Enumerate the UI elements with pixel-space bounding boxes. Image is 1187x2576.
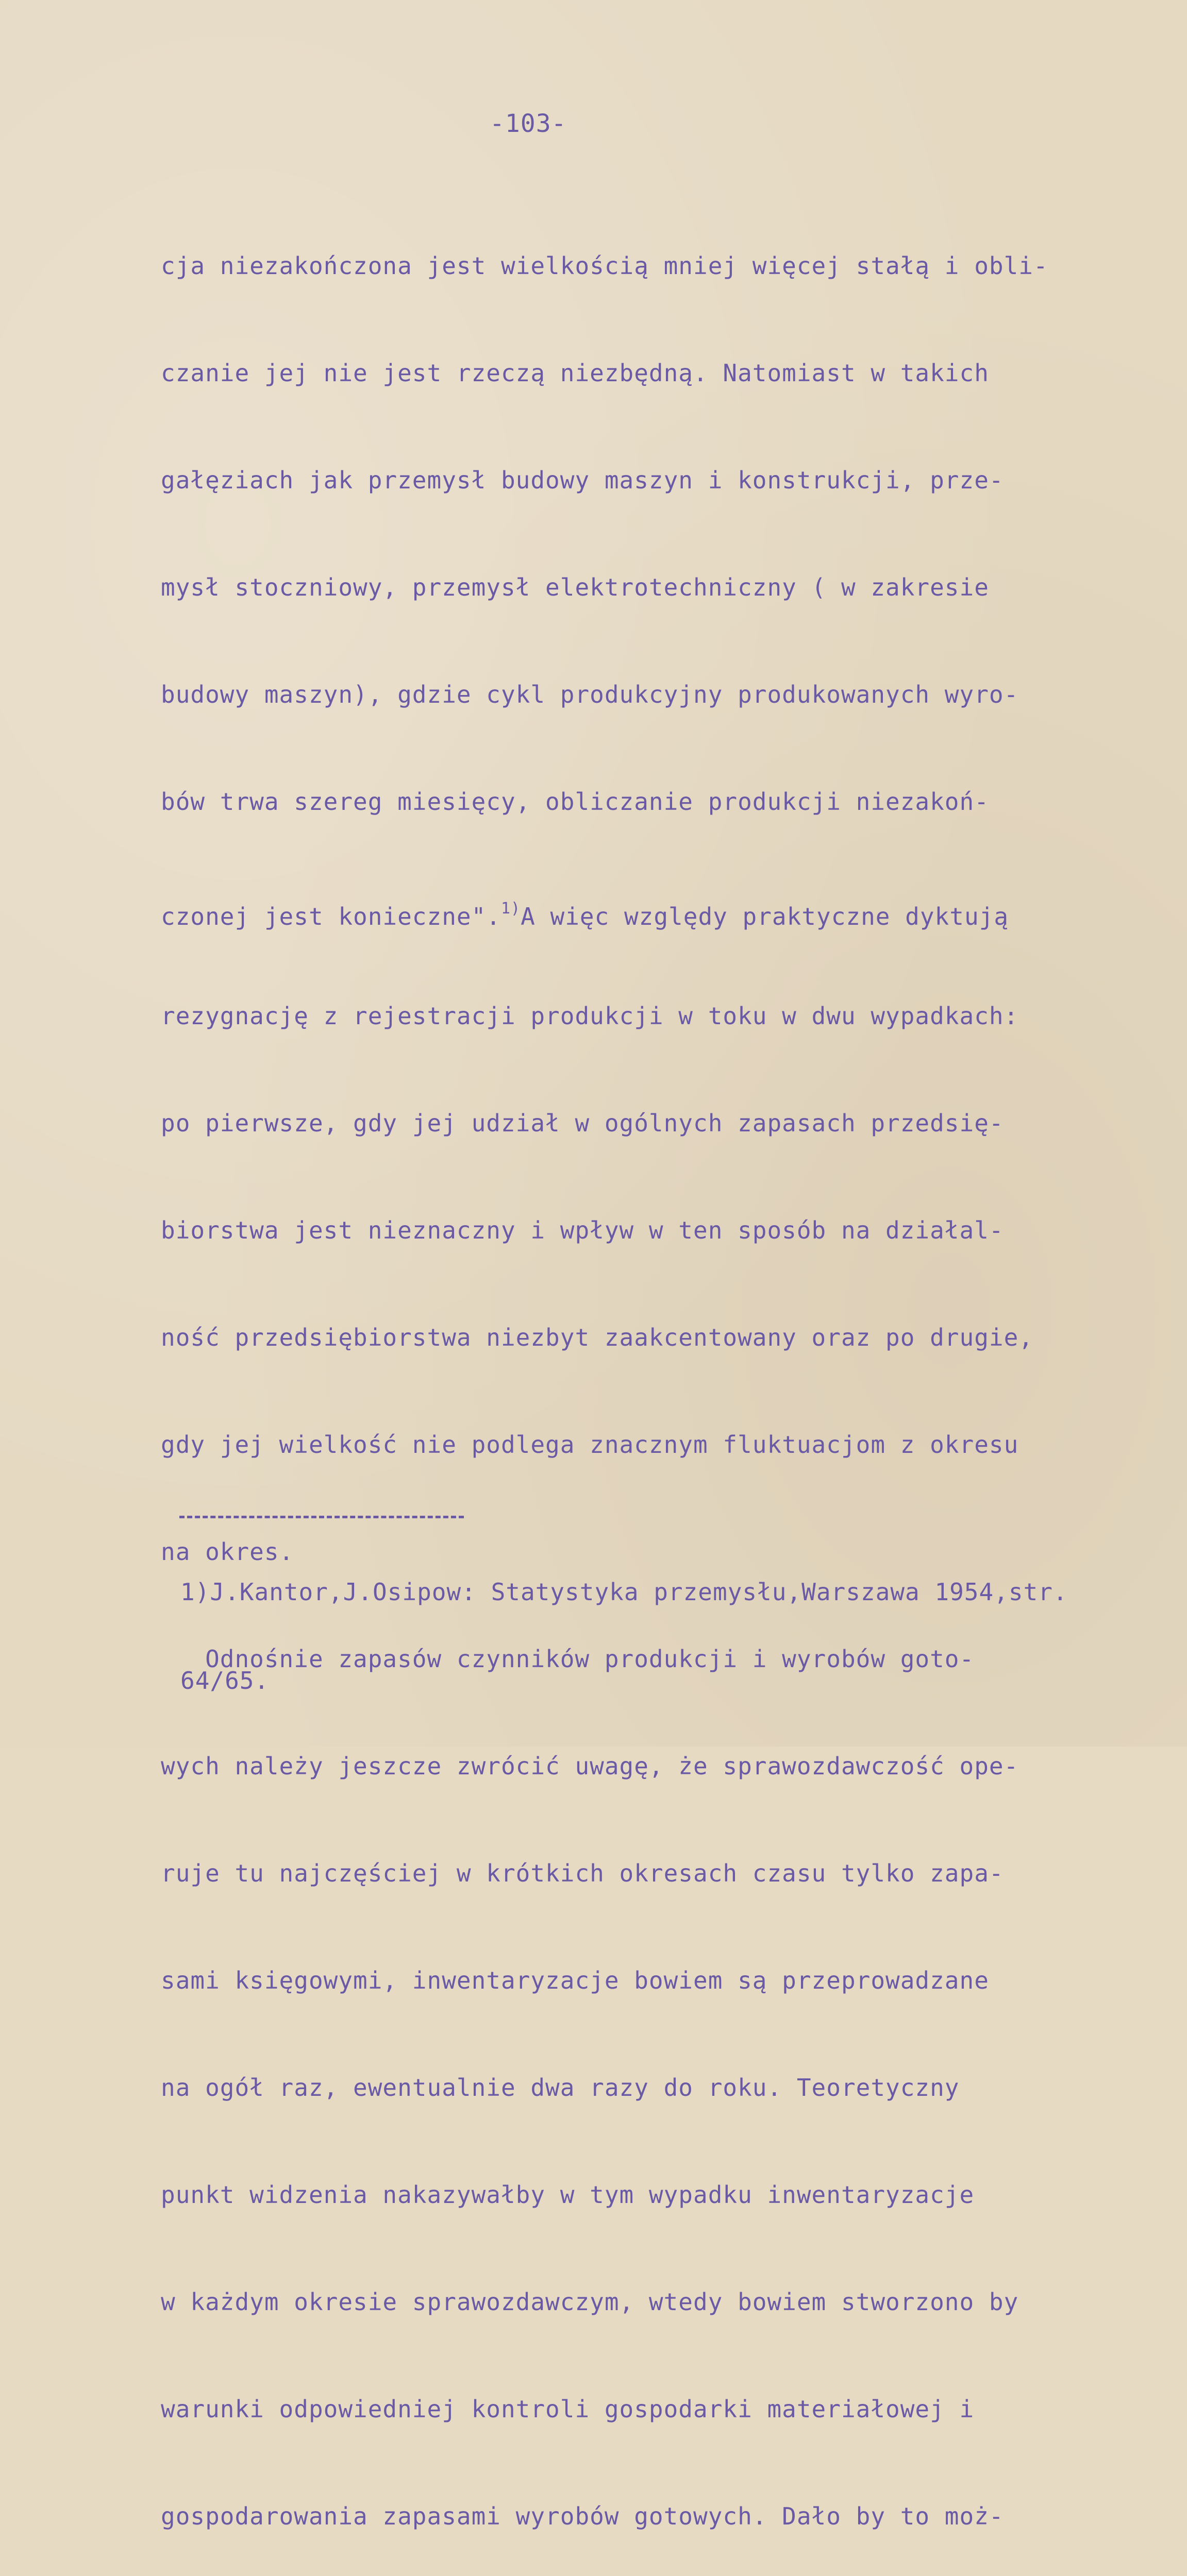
body-text bbox=[161, 184, 1048, 2576]
text-line: cja niezakończona jest wielkością mniej więcej stałą i obli- bbox=[161, 252, 1048, 280]
text-line-start: czonej jest konieczne". bbox=[161, 903, 501, 930]
text-line: budowy maszyn), gdzie cykl produkcyjny produkowanych wyro- bbox=[161, 681, 1019, 708]
text-line: sami księgowymi, inwentaryzacje bowiem są przeprowadzane bbox=[161, 1967, 989, 1994]
text-line-end: A więc względy praktyczne dyktują bbox=[521, 903, 1009, 930]
text-line: rezygnację z rejestracji produkcji w toku w dwu wypadkach: bbox=[161, 1002, 1019, 1030]
footnote-marker: 1) bbox=[500, 900, 521, 918]
text-line: gdy jej wielkość nie podlega znacznym fluktuacjom z okresu bbox=[161, 1431, 1019, 1459]
text-line: na okres. bbox=[161, 1538, 294, 1566]
text-line: mysł stoczniowy, przemysł elektrotechniczny ( w zakresie bbox=[161, 573, 989, 601]
text-line: po pierwsze, gdy jej udział w ogólnych zapasach przedsię- bbox=[161, 1109, 1004, 1137]
text-line: ność przedsiębiorstwa niezbyt zaakcentowany oraz po drugie, bbox=[161, 1324, 1033, 1351]
text-line: ruje tu najczęściej w krótkich okresach czasu tylko zapa- bbox=[161, 1859, 1004, 1887]
footnote-line: 1)J.Kantor,J.Osipow: Statystyka przemysłu,Warszawa 1954,str. bbox=[180, 1578, 1068, 1606]
text-line: punkt widzenia nakazywałby w tym wypadku inwentaryzacje bbox=[161, 2181, 975, 2209]
footnote bbox=[180, 1520, 1068, 1753]
text-line-with-footnote-marker bbox=[161, 883, 1048, 935]
text-line: biorstwa jest nieznaczny i wpływ w ten sposób na działal- bbox=[161, 1216, 1004, 1244]
text-line: na ogół raz, ewentualnie dwa razy do roku. Teoretyczny bbox=[161, 2074, 960, 2102]
page-number: -103- bbox=[490, 109, 567, 138]
text-line: gałęziach jak przemysł budowy maszyn i konstrukcji, prze- bbox=[161, 466, 1004, 494]
footnote-line: 64/65. bbox=[180, 1667, 270, 1694]
footnote-divider bbox=[179, 1516, 464, 1518]
text-line: w każdym okresie sprawozdawczym, wtedy bowiem stworzono by bbox=[161, 2288, 1019, 2316]
text-line: czanie jej nie jest rzeczą niezbędną. Natomiast w takich bbox=[161, 359, 989, 387]
paragraph-start-line: Odnośnie zapasów czynników produkcji i wyrobów goto- bbox=[161, 1645, 975, 1673]
text-line: bów trwa szereg miesięcy, obliczanie produkcji niezakoń- bbox=[161, 788, 989, 816]
text-line: warunki odpowiedniej kontroli gospodarki materiałowej i bbox=[161, 2395, 975, 2423]
text-line: wych należy jeszcze zwrócić uwagę, że sprawozdawczość ope- bbox=[161, 1752, 1019, 1780]
text-line: gospodarowania zapasami wyrobów gotowych. Dało by to moż- bbox=[161, 2502, 1004, 2530]
